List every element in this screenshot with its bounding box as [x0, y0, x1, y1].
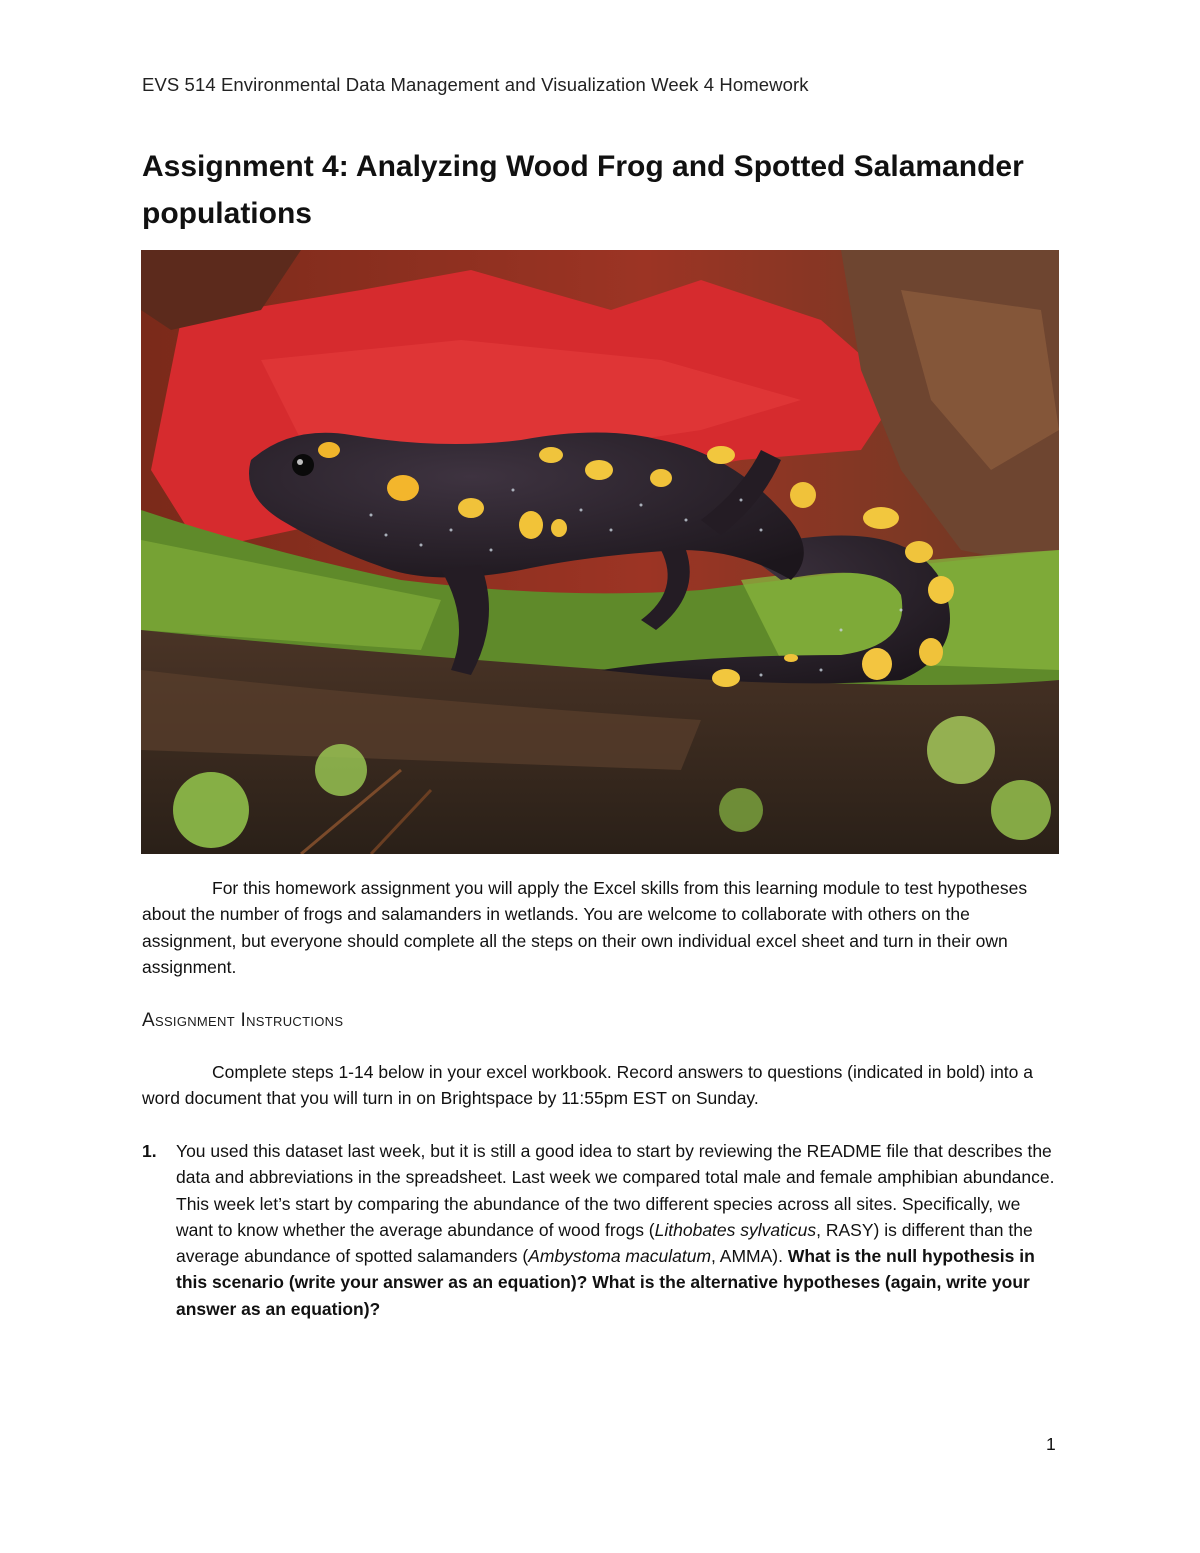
step-text: , RASY) is different than the average abundance of spotted salamanders (	[176, 1219, 1033, 1267]
page-title: Assignment 4: Analyzing Wood Frog and Spotted Salamander populations	[142, 150, 1024, 230]
intro-paragraph: For this homework assignment you will apply the Excel skills from this learning module to test hypotheses about the number of frogs and salamanders in wetlands. You are welcome to collaborate with others on the assignment, but everyone should complete all the steps on their own individual excel sheet and turn in their own assignment.	[142, 878, 1028, 977]
salamander-photo	[141, 250, 1059, 854]
step-body	[176, 1138, 1060, 1322]
species-name-spotted-salamander: Ambystoma maculatum	[528, 1246, 712, 1267]
step-1	[142, 1138, 1060, 1322]
page-number: 1	[1046, 1434, 1056, 1454]
instructions-paragraph: Complete steps 1-14 below in your excel workbook. Record answers to questions (indicated in bold) into a word document that you will turn in on Brightspace by 11:55pm EST on Sunday.	[142, 1062, 1033, 1109]
species-name-wood-frog: Lithobates sylvaticus	[654, 1219, 817, 1240]
step-text: You used this dataset last week, but it is still a good idea to start by reviewing the README file that describes the data and abbreviations in the spreadsheet. Last week we compared total male and female amphibian abundance. This week let’s start by comparing the abundance of the two different species across all sites. Specifically, we want to know whether the average abundance of wood frogs (	[176, 1141, 1055, 1240]
step-question: What is the null hypothesis in this scenario (write your answer as an equation)? What is the alternative hypotheses (again, write your answer as an equation)?	[176, 1246, 1035, 1319]
section-heading: Assignment Instructions	[142, 1010, 344, 1031]
running-header: EVS 514 Environmental Data Management and Visualization Week 4 Homework	[142, 74, 809, 95]
step-number: 1.	[142, 1141, 157, 1161]
step-text: , AMMA).	[711, 1246, 788, 1267]
